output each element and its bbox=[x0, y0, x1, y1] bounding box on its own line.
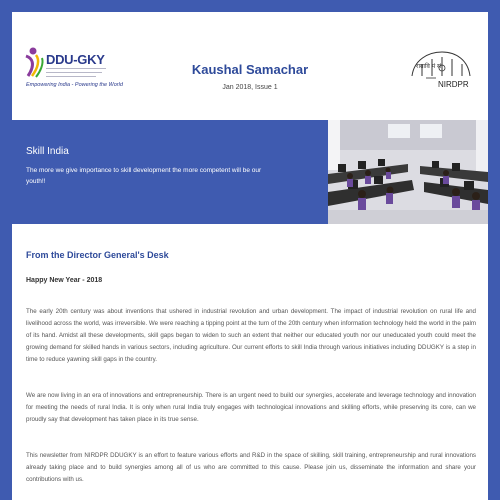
issue-date: Jan 2018, Issue 1 bbox=[222, 84, 278, 91]
article-paragraph: The early 20th century was about inventions that ushered in industrial revolution and urban development. The impact of industrial revolution on rural life and livelihood across the world, was irreversible. We were reaching a tipping point at the turn of the 20th century when information technology held the world in the palm of its hand. Amidst all these developments, skill gaps began to widen to such an extent that neither our educated youth nor our uneducated youth could meet the growing demand for skilled hands in various sectors, including agriculture. Our current efforts to skill India through various initiatives including DDUGKY is a step in time to reduce yawning skill gaps in the country. bbox=[26, 308, 476, 363]
greeting-line: Happy New Year - 2018 bbox=[26, 277, 103, 284]
nirdpr-logo bbox=[408, 48, 474, 92]
banner-text-panel bbox=[12, 120, 328, 224]
classroom-photo-illustration bbox=[328, 120, 488, 224]
banner-title: Skill India bbox=[26, 146, 69, 157]
newsletter-header bbox=[12, 12, 488, 120]
article-paragraph: This newsletter from NIRDPR DDUGKY is an effort to feature various efforts and R&D in the space of skilling, skill training, entrepreneurship and rural innovations already taking place and to build synergies among all of us who are committed to this cause. Please join us, disseminate the information and share your contributions with us. bbox=[26, 452, 476, 483]
newsletter-page bbox=[12, 12, 488, 500]
logo-tagline: Empowering India - Powering the World bbox=[26, 82, 123, 88]
logo-name: NIRDPR bbox=[438, 80, 469, 89]
skill-india-banner bbox=[12, 120, 488, 224]
newsletter-title: Kaushal Samachar bbox=[191, 62, 309, 77]
banner-subtitle: The more we give importance to skill development the more competent will be our youth!! bbox=[26, 167, 262, 185]
section-heading: From the Director General's Desk bbox=[26, 250, 169, 260]
logo-script: राग्रावि पं सं bbox=[416, 63, 442, 70]
classroom-computer-lab-photo bbox=[328, 120, 488, 224]
article-paragraph: We are now living in an era of innovations and entrepreneurship. There is an urgent need to build our synergies, accelerate and leverage technology and innovation for meeting the needs of rural India. It is only when rural India truly engages with technological innovations and skilling efforts, while preserving its core, can we proudly say that development has taken place in its true sense. bbox=[26, 392, 476, 423]
logo-brand: DDU-GKY bbox=[46, 52, 105, 67]
